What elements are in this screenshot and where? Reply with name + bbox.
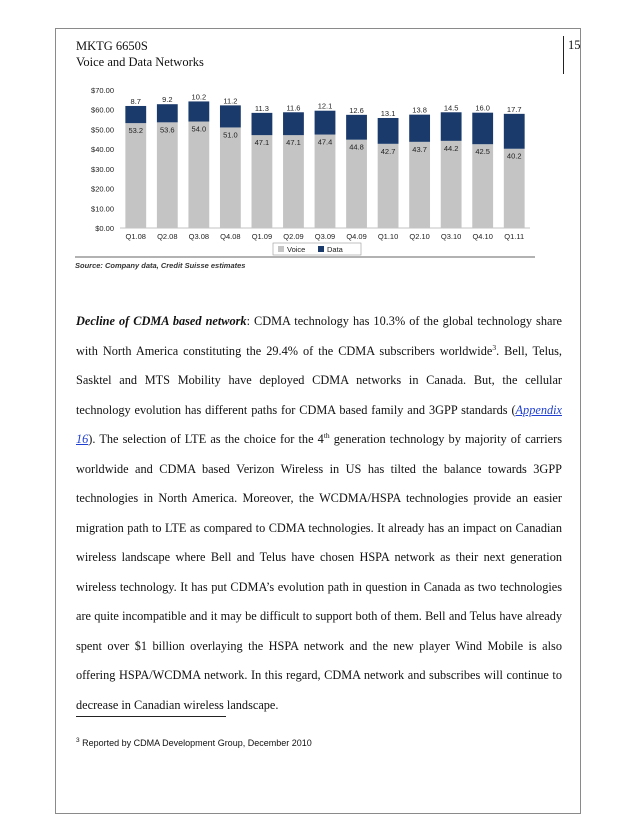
- running-header: [76, 38, 204, 70]
- data-value-label: 9.2: [162, 95, 173, 105]
- x-tick-label: Q1.11: [504, 232, 525, 241]
- y-tick-label: $70.00: [91, 86, 114, 95]
- header-divider: [563, 36, 564, 74]
- data-bar: [252, 113, 273, 135]
- x-tick-label: Q4.08: [220, 232, 241, 241]
- legend-swatch-voice: [278, 246, 284, 252]
- voice-bar: [125, 123, 146, 228]
- y-tick-label: $40.00: [91, 145, 114, 155]
- footnote-divider: [76, 716, 226, 717]
- data-value-label: 11.2: [223, 96, 238, 106]
- data-bar: [315, 111, 336, 135]
- data-value-label: 14.5: [443, 103, 459, 113]
- x-tick-label: Q1.08: [125, 232, 146, 241]
- voice-value-label: 51.0: [223, 130, 238, 140]
- voice-bar: [409, 142, 430, 228]
- x-tick-label: Q3.09: [314, 232, 336, 241]
- data-bar: [283, 112, 304, 135]
- voice-value-label: 44.8: [349, 142, 364, 152]
- voice-value-label: 54.0: [191, 124, 207, 134]
- x-tick-label: Q4.10: [472, 232, 493, 241]
- data-value-label: 11.6: [286, 103, 301, 113]
- voice-value-label: 47.4: [317, 137, 333, 147]
- voice-bar: [346, 140, 367, 228]
- header-subtitle: Voice and Data Networks: [76, 55, 204, 69]
- chart-source: Source: Company data, Credit Suisse estimates: [75, 261, 246, 270]
- data-bar: [346, 115, 367, 140]
- voice-value-label: 40.2: [506, 151, 522, 161]
- y-tick-label: $50.00: [91, 125, 114, 135]
- legend-label-voice: Voice: [287, 245, 306, 254]
- x-tick-label: Q3.08: [188, 232, 210, 241]
- data-value-label: 11.3: [254, 103, 269, 113]
- data-value-label: 13.1: [380, 108, 396, 118]
- y-tick-label: $0.00: [95, 224, 114, 233]
- legend-label-data: Data: [327, 245, 343, 254]
- page-number: 15: [568, 38, 581, 52]
- voice-bar: [283, 135, 304, 228]
- data-bar: [441, 112, 462, 141]
- data-value-label: 16.0: [475, 103, 490, 113]
- appendix-link[interactable]: Appendix 16: [76, 402, 562, 446]
- data-value-label: 13.8: [412, 105, 427, 115]
- voice-value-label: 47.1: [286, 138, 301, 148]
- voice-value-label: 42.5: [475, 147, 490, 157]
- data-value-label: 12.6: [349, 105, 364, 115]
- data-value-label: 17.7: [506, 104, 522, 114]
- voice-bar: [472, 144, 493, 228]
- voice-bar: [157, 122, 178, 228]
- data-value-label: 12.1: [317, 101, 333, 111]
- voice-bar: [315, 135, 336, 228]
- body-text-4: generation technology by majority of carriers worldwide and CDMA based Verizon Wireless in US has tilted the balance towards 3GPP technologies in North America. Moreover, the WCDMA/HSPA technologies provide an easier migration path to LTE as compared to CDMA technologies. It already has an impact on Canadian wireless landscape where Bell and Telus have chosen HSPA network as their next generation wireless technology. It has put CDMA’s evolution path in question in Canada as two technologies are quite incompatible and it may be difficult to support both of them. Bell and Telus have already spent over $1 billion overlaying the HSPA network and the new player Wind Mobile is also offering HSPA/WCDMA network. In this regard, CDMA network and subscribes will continue to decrease in Canadian wireless landscape.: [76, 432, 562, 712]
- data-bar: [409, 115, 430, 142]
- x-tick-label: Q2.10: [409, 232, 430, 241]
- footnote-text: Reported by CDMA Development Group, December 2010: [79, 738, 312, 748]
- x-tick-label: Q4.09: [346, 232, 367, 241]
- chart-svg: [75, 80, 535, 275]
- voice-value-label: 47.1: [254, 138, 270, 148]
- x-tick-label: Q3.10: [440, 232, 462, 241]
- y-tick-label: $30.00: [91, 164, 114, 174]
- x-tick-label: Q1.09: [251, 232, 273, 241]
- voice-bar: [378, 144, 399, 228]
- x-tick-label: Q1.10: [377, 232, 399, 241]
- y-tick-label: $60.00: [91, 105, 114, 115]
- footnote: [76, 737, 312, 748]
- voice-bar: [188, 122, 209, 228]
- data-bar: [378, 118, 399, 144]
- voice-value-label: 53.6: [160, 125, 175, 135]
- body-text-1: : CDMA technology has 10.3% of the global technology share with North America constituting the 29.4% of the CDMA subscribers worldwide: [76, 314, 562, 358]
- footnote-number: 3: [76, 737, 80, 744]
- x-tick-label: Q2.09: [283, 232, 304, 241]
- data-value-label: 10.2: [191, 92, 207, 102]
- data-bar: [220, 105, 241, 127]
- course-code: MKTG 6650S: [76, 39, 148, 53]
- voice-value-label: 53.2: [128, 126, 144, 136]
- x-tick-label: Q2.08: [157, 232, 178, 241]
- legend-swatch-data: [318, 246, 324, 252]
- data-bar: [188, 101, 209, 121]
- data-bar: [157, 104, 178, 122]
- voice-value-label: 44.2: [443, 143, 459, 153]
- data-bar: [472, 113, 493, 145]
- voice-bar: [220, 127, 241, 228]
- data-bar: [504, 114, 525, 149]
- body-text-3: ). The selection of LTE as the choice for the 4: [88, 432, 324, 446]
- data-value-label: 8.7: [130, 96, 141, 106]
- body-text-2: . Bell, Telus, Sasktel and MTS Mobility have deployed CDMA networks in Canada. But, the cellular technology evolution has different paths for CDMA based family and 3GPP standards (: [76, 343, 563, 417]
- y-tick-label: $10.00: [91, 204, 114, 214]
- ordinal-suffix: th: [323, 430, 330, 440]
- y-tick-label: $20.00: [91, 184, 114, 194]
- voice-value-label: 43.7: [412, 144, 427, 154]
- arpu-chart: [75, 80, 535, 275]
- voice-bar: [441, 141, 462, 228]
- footnote-ref: 3: [492, 342, 497, 352]
- section-lead: Decline of CDMA based network: [76, 314, 247, 328]
- voice-value-label: 42.7: [380, 146, 396, 156]
- data-bar: [125, 106, 146, 123]
- body-paragraph: [76, 307, 562, 720]
- voice-bar: [252, 135, 273, 228]
